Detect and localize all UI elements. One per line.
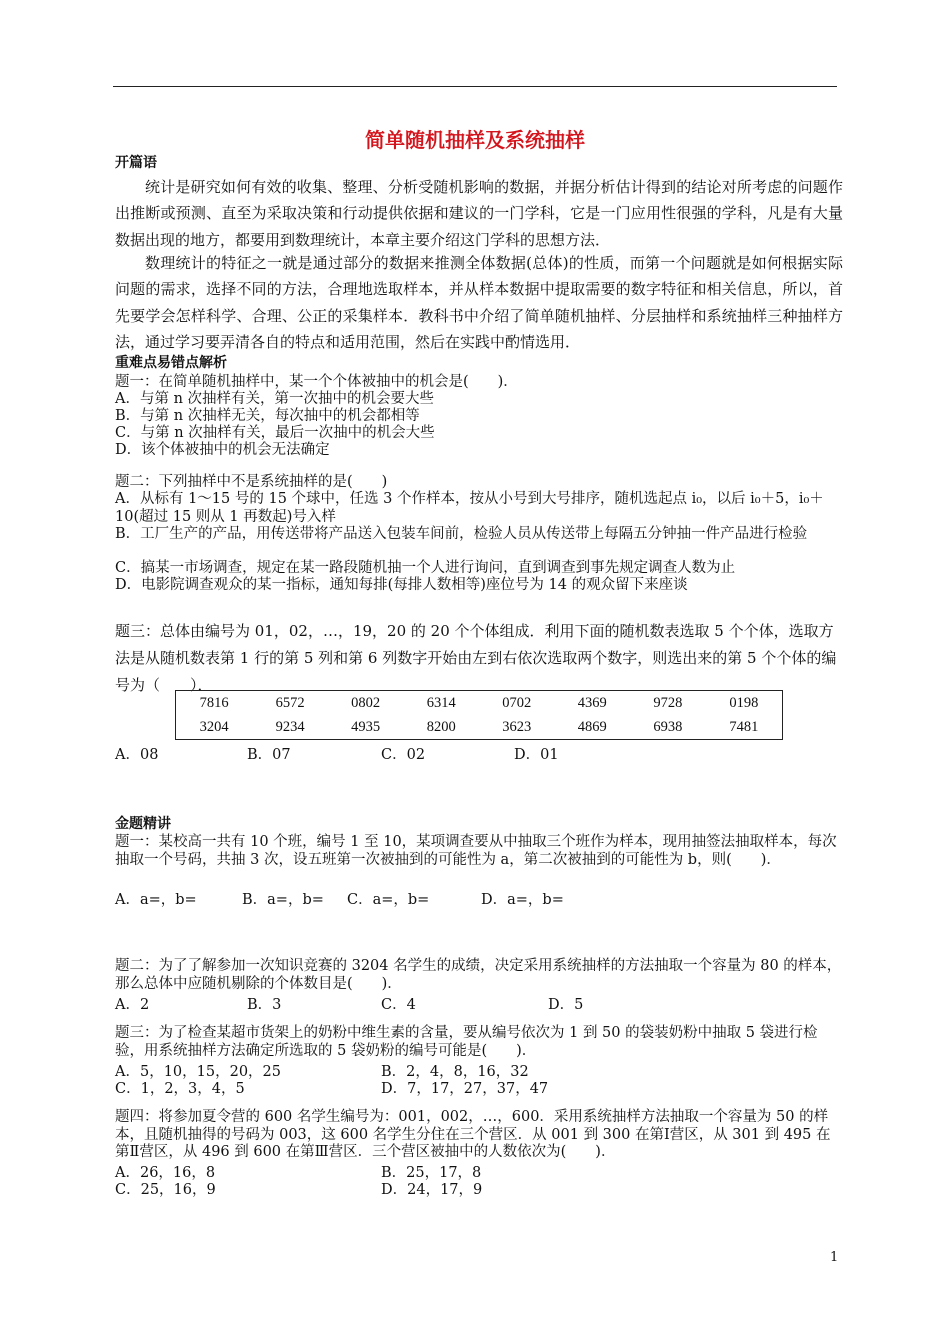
table-cell: 8200: [426, 718, 456, 735]
table-cell: 0802: [351, 694, 381, 711]
gold-q3-option-b: B．2，4，8，16，32: [381, 1064, 529, 1080]
key-q2-option-b: B．工厂生产的产品，用传送带将产品送入包装车间前，检验人员从传送带上每隔五分钟抽一件产品进行检验: [115, 526, 808, 542]
gold-q1-option-c: C．a=，b=: [347, 892, 430, 908]
table-cell: 0198: [729, 694, 759, 711]
page-number: 1: [830, 1250, 839, 1265]
intro-paragraph-1: 统计是研究如何有效的收集、整理、分析受随机影响的数据，并据分析估计得到的结论对所考虑的问题作出推断或预测、直至为采取决策和行动提供依据和建议的一门学科，它是一门应用性很强的学科，凡是有大量数据出现的地方，都要用到数理统计，本章主要介绍这门学科的思想方法．: [115, 178, 843, 249]
gold-q3-stem: 题三：为了检查某超市货架上的奶粉中维生素的含量，要从编号依次为 1 到 50 的袋装奶粉中抽取 5 袋进行检验，用系统抽样方法确定所选取的 5 袋奶粉的编号可能是( )．: [115, 1025, 818, 1059]
table-cell: 9234: [275, 718, 305, 735]
gold-q2-option-a: A．2: [115, 997, 150, 1013]
gold-q1-option-a: A．a=，b=: [115, 892, 197, 908]
gold-q4-option-b: B．25，17，8: [381, 1165, 482, 1181]
key-points-heading: 重难点易错点解析: [115, 355, 227, 371]
table-cell: 0702: [502, 694, 532, 711]
random-number-table: [175, 690, 783, 740]
key-q1-option-b: B．与第 n 次抽样无关，每次抽中的机会都相等: [115, 408, 420, 424]
gold-q1-option-d: D．a=，b=: [481, 892, 564, 908]
gold-q4-stem: 题四：将参加夏令营的 600 名学生编号为：001，002，…，600．采用系统抽样方法抽取一个容量为 50 的样本，且随机抽得的号码为 003，这 600 名学生分住在三个营区．从 001 到 300 在第Ⅰ营区，从 301 到 495 在第Ⅱ营区，从 496 到 600 在第Ⅲ营区．三个营区被抽中的人数依次为( )．: [115, 1109, 831, 1160]
key-q1-stem: 题一：在简单随机抽样中，某一个个体被抽中的机会是( )．: [115, 374, 518, 390]
gold-q4-option-d: D．24，17，9: [381, 1182, 483, 1198]
gold-q3-option-d: D．7，17，27，37，47: [381, 1081, 549, 1097]
key-q3-option-c: C．02: [381, 747, 426, 763]
gold-q3-option-a: A．5，10，15，20，25: [115, 1064, 281, 1080]
table-cell: 3204: [199, 718, 229, 735]
gold-q1-stem: 题一：某校高一共有 10 个班，编号 1 至 10，某项调查要从中抽取三个班作为样本，现用抽签法抽取样本，每次抽取一个号码，共抽 3 次，设五班第一次被抽到的可能性为 a，第二次被抽到的可能性为 b，则( )．: [115, 834, 837, 868]
key-q3-stem: 题三：总体由编号为 01，02，…，19，20 的 20 个个体组成．利用下面的随机数表选取 5 个个体，选取方法是从随机数表第 1 行的第 5 列和第 6 列数字开始由左到右依次选取两个数字，则选出来的第 5 个个体的编号为（ ）．: [115, 622, 837, 694]
table-cell: 7816: [199, 694, 229, 711]
table-cell: 4869: [577, 718, 607, 735]
gold-q1-option-b: B．a=，b=: [242, 892, 324, 908]
key-q1-option-a: A．与第 n 次抽样有关，第一次抽中的机会要大些: [115, 391, 435, 407]
table-cell: 6938: [653, 718, 683, 735]
page-title: 简单随机抽样及系统抽样: [365, 128, 585, 152]
gold-q3-option-c: C．1，2，3，4，5: [115, 1081, 245, 1097]
table-cell: 3623: [502, 718, 532, 735]
gold-q2-stem: 题二：为了了解参加一次知识竞赛的 3204 名学生的成绩，决定采用系统抽样的方法抽取一个容量为 80 的样本，那么总体中应随机剔除的个体数目是( )．: [115, 958, 842, 992]
gold-q2-option-c: C．4: [381, 997, 416, 1013]
key-q3-option-d: D．01: [514, 747, 559, 763]
key-q3-option-a: A．08: [115, 747, 159, 763]
header-rule: [113, 86, 837, 87]
table-cell: 4935: [351, 718, 381, 735]
gold-q4-option-c: C．25，16，9: [115, 1182, 216, 1198]
table-cell: 6572: [275, 694, 305, 711]
key-q2-option-a: A．从标有 1～15 号的 15 个球中，任选 3 个作样本，按从小号到大号排序，随机选起点 i₀，以后 i₀＋5，i₀＋10(超过 15 则从 1 再数起)号入样: [115, 491, 824, 525]
gold-q2-option-b: B．3: [247, 997, 282, 1013]
gold-q2-option-d: D．5: [548, 997, 584, 1013]
key-q2-stem: 题二：下列抽样中不是系统抽样的是( ): [115, 474, 388, 490]
key-q3-option-b: B．07: [247, 747, 291, 763]
gold-q4-option-a: A．26，16，8: [115, 1165, 216, 1181]
key-q1-option-c: C．与第 n 次抽样有关，最后一次抽中的机会大些: [115, 425, 435, 441]
key-q2-option-c: C．搞某一市场调查，规定在某一路段随机抽一个人进行询问，直到调查到事先规定调查人数为止: [115, 560, 736, 576]
intro-heading: 开篇语: [115, 155, 157, 171]
table-cell: 6314: [426, 694, 456, 711]
table-cell: 7481: [729, 718, 759, 735]
table-row: [176, 691, 783, 716]
intro-paragraph-2: 数理统计的特征之一就是通过部分的数据来推测全体数据(总体)的性质，而第一个问题就是如何根据实际问题的需求，选择不同的方法，合理地选取样本，并从样本数据中提取需要的数字特征和相关信息，所以，首先要学会怎样科学、合理、公正的采集样本．教科书中介绍了简单随机抽样、分层抽样和系统抽样三种抽样方法，通过学习要弄清各自的特点和适用范围，然后在实践中酌情选用．: [115, 254, 843, 352]
table-cell: 9728: [653, 694, 683, 711]
table-row: [176, 715, 783, 740]
key-q1-option-d: D．该个体被抽中的机会无法确定: [115, 442, 330, 458]
table-cell: 4369: [577, 694, 607, 711]
key-q2-option-d: D．电影院调查观众的某一指标，通知每排(每排人数相等)座位号为 14 的观众留下来座谈: [115, 577, 688, 593]
gold-heading: 金题精讲: [115, 816, 171, 832]
